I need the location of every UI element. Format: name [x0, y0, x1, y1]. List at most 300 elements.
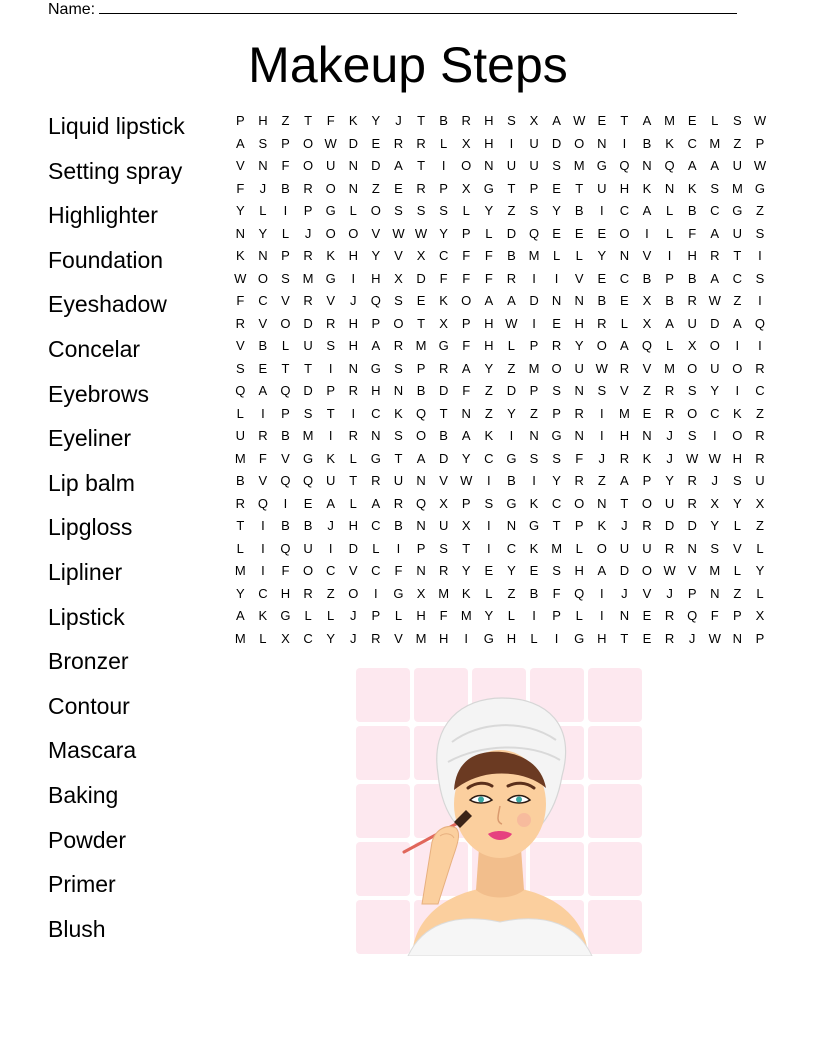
- grid-letter: M: [438, 585, 450, 601]
- grid-letter: Q: [528, 225, 540, 241]
- grid-letter: H: [574, 563, 584, 578]
- tile: [588, 668, 642, 722]
- grid-letter: G: [325, 270, 336, 286]
- grid-letter: E: [529, 563, 539, 578]
- grid-letter: X: [439, 495, 448, 511]
- grid-letter: I: [532, 608, 536, 623]
- grid-letter: I: [599, 585, 604, 601]
- grid-letter: R: [371, 473, 381, 488]
- grid-letter: E: [574, 225, 584, 241]
- grid-letter: R: [235, 495, 245, 511]
- grid-letter: S: [710, 540, 720, 556]
- grid-letter: W: [663, 563, 676, 578]
- tile: [588, 842, 642, 896]
- grid-letter: H: [348, 338, 358, 353]
- grid-letter: F: [439, 608, 448, 623]
- grid-letter: Y: [507, 563, 516, 578]
- tile: [588, 900, 642, 954]
- grid-letter: J: [327, 518, 334, 533]
- grid-letter: S: [326, 338, 335, 353]
- grid-letter: M: [460, 608, 472, 623]
- grid-letter: C: [732, 270, 743, 286]
- grid-letter: N: [574, 383, 584, 398]
- grid-letter: L: [440, 135, 448, 151]
- grid-letter: G: [551, 428, 562, 443]
- grid-letter: R: [438, 563, 449, 578]
- grid-letter: L: [327, 608, 335, 623]
- grid-letter: U: [755, 473, 765, 488]
- grid-letter: D: [710, 315, 720, 331]
- grid-letter: Y: [665, 473, 674, 488]
- grid-letter: K: [665, 135, 674, 151]
- grid-letter: N: [619, 248, 630, 263]
- grid-letter: I: [712, 428, 717, 443]
- grid-letter: I: [351, 270, 356, 286]
- grid-letter: Y: [710, 383, 720, 398]
- grid-letter: K: [529, 495, 539, 511]
- grid-row: [229, 449, 771, 472]
- grid-letter: F: [575, 450, 584, 466]
- grid-letter: S: [552, 383, 561, 398]
- grid-letter: C: [619, 270, 630, 286]
- grid-letter: A: [326, 495, 335, 511]
- grid-letter: S: [552, 563, 561, 578]
- grid-letter: Y: [597, 248, 607, 263]
- grid-letter: E: [620, 293, 629, 308]
- grid-row: [229, 471, 771, 494]
- grid-letter: Q: [280, 540, 291, 556]
- grid-letter: T: [439, 405, 448, 421]
- grid-letter: B: [529, 585, 539, 601]
- grid-letter: Y: [484, 203, 494, 218]
- grid-letter: V: [258, 473, 268, 488]
- grid-letter: M: [415, 630, 427, 646]
- grid-letter: W: [234, 270, 247, 286]
- grid-letter: Q: [235, 383, 246, 398]
- grid-letter: L: [349, 203, 357, 218]
- grid-letter: A: [665, 315, 674, 331]
- grid-letter: A: [642, 113, 652, 128]
- grid-letter: I: [509, 428, 514, 443]
- grid-letter: P: [552, 608, 561, 623]
- grid-letter: P: [529, 338, 539, 353]
- word-list-item: Foundation: [48, 246, 164, 273]
- grid-letter: O: [596, 338, 607, 353]
- grid-letter: W: [708, 630, 721, 646]
- grid-letter: U: [529, 158, 539, 173]
- word-list-item: Eyeliner: [48, 425, 132, 452]
- grid-letter: F: [236, 293, 245, 308]
- grid-letter: V: [574, 270, 584, 286]
- grid-letter: I: [283, 495, 288, 511]
- grid-letter: W: [595, 360, 608, 376]
- grid-letter: L: [236, 540, 244, 556]
- grid-letter: R: [258, 428, 268, 443]
- grid-letter: A: [710, 270, 720, 286]
- grid-letter: E: [394, 180, 403, 196]
- grid-letter: U: [710, 360, 720, 376]
- grid-letter: E: [597, 113, 607, 128]
- grid-letter: B: [574, 203, 584, 218]
- grid-letter: L: [462, 203, 470, 218]
- grid-letter: C: [484, 450, 494, 466]
- grid-letter: I: [758, 338, 762, 353]
- grid-letter: Q: [280, 473, 291, 488]
- grid-letter: R: [235, 315, 245, 331]
- grid-letter: T: [552, 518, 561, 533]
- grid-letter: G: [754, 180, 766, 196]
- grid-letter: S: [439, 203, 448, 218]
- grid-row: [229, 269, 771, 292]
- grid-letter: N: [619, 608, 630, 623]
- grid-letter: U: [303, 540, 313, 556]
- grid-letter: N: [348, 158, 358, 173]
- grid-letter: T: [462, 540, 471, 556]
- grid-letter: E: [371, 135, 381, 151]
- grid-letter: R: [687, 473, 697, 488]
- grid-letter: X: [461, 135, 471, 151]
- grid-letter: X: [710, 495, 720, 511]
- grid-letter: C: [303, 630, 313, 646]
- grid-letter: T: [575, 180, 584, 196]
- grid-letter: P: [461, 495, 471, 511]
- word-list-item: Eyeshadow: [48, 291, 167, 318]
- grid-letter: R: [687, 293, 697, 308]
- grid-row: [229, 134, 771, 157]
- grid-letter: L: [575, 540, 583, 556]
- grid-letter: O: [415, 428, 427, 443]
- grid-letter: E: [552, 315, 561, 331]
- grid-letter: A: [371, 338, 381, 353]
- grid-letter: H: [258, 113, 268, 128]
- grid-letter: Y: [552, 203, 561, 218]
- tile: [356, 668, 410, 722]
- grid-letter: P: [235, 113, 245, 128]
- grid-row: [229, 584, 771, 607]
- grid-letter: L: [507, 338, 516, 353]
- grid-letter: K: [235, 248, 245, 263]
- grid-letter: I: [261, 540, 265, 556]
- grid-letter: H: [348, 248, 358, 263]
- grid-letter: G: [280, 608, 291, 623]
- grid-letter: K: [642, 180, 652, 196]
- grid-letter: N: [597, 135, 607, 151]
- grid-letter: L: [665, 203, 674, 218]
- grid-letter: S: [394, 203, 403, 218]
- word-list-item: Primer: [48, 871, 116, 898]
- grid-letter: J: [350, 608, 357, 623]
- grid-letter: I: [622, 135, 627, 151]
- grid-row: [229, 516, 771, 539]
- grid-letter: R: [371, 630, 381, 646]
- grid-letter: Y: [461, 450, 471, 466]
- grid-letter: L: [756, 540, 764, 556]
- grid-letter: L: [394, 608, 403, 623]
- grid-row: [229, 381, 771, 404]
- grid-letter: N: [484, 158, 494, 173]
- grid-letter: X: [394, 270, 403, 286]
- grid-row: [229, 179, 771, 202]
- grid-letter: Y: [710, 518, 720, 533]
- grid-letter: U: [597, 180, 607, 196]
- grid-letter: Z: [755, 518, 764, 533]
- grid-letter: D: [348, 135, 358, 151]
- grid-letter: I: [667, 248, 672, 263]
- grid-letter: N: [258, 248, 268, 263]
- grid-letter: F: [394, 563, 403, 578]
- grid-letter: D: [619, 563, 630, 578]
- grid-letter: B: [507, 473, 516, 488]
- grid-letter: R: [348, 428, 358, 443]
- grid-letter: I: [599, 405, 604, 421]
- grid-letter: F: [484, 270, 493, 286]
- grid-letter: I: [532, 473, 536, 488]
- grid-letter: X: [529, 113, 539, 128]
- grid-letter: F: [462, 383, 471, 398]
- grid-letter: N: [235, 225, 245, 241]
- grid-letter: M: [234, 450, 246, 466]
- grid-letter: F: [439, 270, 448, 286]
- grid-letter: J: [621, 585, 628, 601]
- grid-letter: O: [303, 158, 314, 173]
- grid-letter: R: [393, 495, 404, 511]
- grid-letter: S: [552, 450, 561, 466]
- grid-letter: S: [394, 293, 403, 308]
- word-search-grid: [229, 111, 771, 651]
- grid-row: [229, 224, 771, 247]
- grid-letter: X: [642, 315, 652, 331]
- grid-letter: B: [258, 338, 268, 353]
- grid-letter: I: [554, 630, 559, 646]
- grid-letter: V: [642, 585, 652, 601]
- grid-letter: Q: [641, 338, 653, 353]
- grid-letter: J: [598, 450, 606, 466]
- grid-letter: J: [350, 630, 357, 646]
- grid-letter: I: [396, 540, 401, 556]
- grid-letter: U: [325, 473, 336, 488]
- grid-letter: H: [348, 518, 358, 533]
- grid-letter: B: [687, 270, 697, 286]
- grid-letter: R: [755, 360, 765, 376]
- grid-letter: S: [281, 270, 290, 286]
- grid-letter: X: [461, 180, 471, 196]
- grid-letter: Q: [754, 315, 766, 331]
- grid-letter: Q: [280, 383, 291, 398]
- grid-letter: O: [393, 315, 404, 331]
- grid-letter: B: [642, 270, 652, 286]
- word-list-item: Lipstick: [48, 603, 125, 630]
- grid-letter: M: [302, 270, 314, 286]
- grid-letter: E: [642, 405, 652, 421]
- grid-letter: K: [348, 113, 358, 128]
- grid-letter: Y: [552, 473, 561, 488]
- grid-letter: I: [441, 158, 446, 173]
- grid-letter: D: [664, 518, 675, 533]
- grid-letter: P: [529, 180, 539, 196]
- grid-letter: I: [554, 270, 559, 286]
- grid-letter: Q: [257, 495, 268, 511]
- grid-letter: T: [620, 113, 629, 128]
- grid-letter: B: [394, 518, 403, 533]
- grid-letter: R: [619, 450, 630, 466]
- grid-letter: N: [687, 540, 697, 556]
- name-underline: [99, 0, 737, 14]
- grid-letter: O: [303, 563, 314, 578]
- grid-letter: O: [596, 540, 607, 556]
- grid-letter: X: [461, 518, 471, 533]
- grid-letter: Y: [371, 248, 381, 263]
- word-list-item: Mascara: [48, 737, 137, 764]
- grid-letter: X: [439, 315, 448, 331]
- grid-letter: L: [281, 338, 290, 353]
- grid-letter: K: [394, 405, 403, 421]
- grid-letter: D: [348, 540, 358, 556]
- grid-letter: W: [708, 450, 721, 466]
- grid-letter: Y: [258, 225, 268, 241]
- grid-letter: E: [642, 608, 652, 623]
- grid-letter: E: [303, 495, 313, 511]
- grid-letter: P: [733, 608, 742, 623]
- grid-letter: P: [281, 135, 290, 151]
- word-list-item: Highlighter: [48, 202, 158, 229]
- grid-letter: I: [735, 383, 740, 398]
- grid-letter: S: [755, 225, 765, 241]
- grid-letter: Z: [755, 203, 764, 218]
- grid-letter: G: [393, 585, 404, 601]
- grid-letter: D: [687, 518, 697, 533]
- grid-letter: U: [325, 158, 336, 173]
- grid-letter: L: [349, 495, 357, 511]
- grid-letter: F: [462, 248, 471, 263]
- grid-letter: H: [619, 428, 630, 443]
- grid-letter: R: [755, 450, 765, 466]
- grid-letter: N: [258, 158, 268, 173]
- grid-letter: Z: [507, 360, 516, 376]
- grid-letter: V: [394, 630, 403, 646]
- grid-letter: H: [371, 270, 381, 286]
- grid-letter: T: [417, 158, 426, 173]
- grid-letter: M: [618, 405, 630, 421]
- grid-letter: R: [755, 428, 765, 443]
- grid-letter: Z: [733, 585, 742, 601]
- grid-letter: C: [371, 405, 381, 421]
- grid-letter: I: [509, 135, 514, 151]
- grid-letter: H: [506, 630, 517, 646]
- grid-letter: P: [326, 383, 335, 398]
- word-list-item: Liquid lipstick: [48, 113, 185, 139]
- grid-letter: S: [394, 428, 403, 443]
- grid-letter: S: [484, 495, 494, 511]
- grid-letter: B: [281, 428, 290, 443]
- grid-letter: I: [261, 518, 265, 533]
- grid-letter: G: [438, 338, 449, 353]
- grid-letter: Y: [371, 113, 381, 128]
- grid-letter: S: [687, 428, 697, 443]
- grid-letter: G: [370, 360, 381, 376]
- grid-letter: O: [348, 585, 359, 601]
- grid-letter: I: [758, 293, 762, 308]
- grid-letter: V: [235, 338, 245, 353]
- grid-letter: T: [304, 360, 313, 376]
- grid-letter: A: [371, 495, 381, 511]
- grid-letter: U: [732, 225, 743, 241]
- grid-letter: U: [393, 473, 404, 488]
- grid-letter: L: [304, 608, 312, 623]
- grid-letter: I: [599, 608, 604, 623]
- grid-row: [229, 156, 771, 179]
- grid-letter: W: [460, 473, 473, 488]
- grid-letter: U: [235, 428, 245, 443]
- grid-letter: X: [687, 338, 697, 353]
- grid-letter: P: [529, 383, 539, 398]
- grid-letter: H: [280, 585, 291, 601]
- grid-letter: J: [666, 450, 673, 466]
- grid-letter: E: [597, 225, 607, 241]
- grid-letter: O: [551, 360, 562, 376]
- grid-row: [229, 246, 771, 269]
- grid-letter: Q: [664, 158, 675, 173]
- grid-letter: N: [574, 428, 584, 443]
- grid-letter: V: [642, 360, 652, 376]
- grid-letter: O: [732, 428, 743, 443]
- grid-letter: M: [234, 563, 246, 578]
- grid-letter: R: [416, 180, 426, 196]
- grid-letter: R: [664, 630, 675, 646]
- grid-letter: Z: [484, 405, 493, 421]
- grid-letter: C: [710, 203, 720, 218]
- grid-letter: O: [370, 203, 381, 218]
- grid-letter: I: [645, 225, 649, 241]
- grid-letter: R: [348, 383, 358, 398]
- grid-letter: W: [324, 135, 337, 151]
- grid-row: [229, 291, 771, 314]
- grid-letter: P: [371, 315, 381, 331]
- grid-letter: N: [551, 293, 562, 308]
- grid-letter: R: [687, 495, 697, 511]
- grid-letter: E: [642, 630, 652, 646]
- grid-letter: U: [642, 540, 652, 556]
- grid-letter: Y: [733, 495, 742, 511]
- grid-letter: T: [394, 450, 403, 466]
- grid-letter: R: [574, 473, 584, 488]
- grid-row: [229, 561, 771, 584]
- grid-letter: A: [687, 158, 697, 173]
- grid-letter: L: [665, 338, 674, 353]
- grid-letter: Z: [371, 180, 380, 196]
- grid-letter: X: [755, 608, 765, 623]
- grid-letter: N: [664, 180, 675, 196]
- grid-letter: I: [758, 248, 762, 263]
- tile: [356, 726, 410, 780]
- grid-letter: R: [710, 248, 720, 263]
- grid-letter: D: [529, 293, 539, 308]
- grid-letter: T: [417, 113, 426, 128]
- grid-letter: X: [755, 495, 765, 511]
- grid-letter: V: [281, 293, 290, 308]
- grid-letter: R: [619, 360, 630, 376]
- grid-letter: A: [416, 450, 426, 466]
- grid-letter: Z: [484, 383, 493, 398]
- grid-letter: J: [666, 428, 673, 443]
- grid-letter: R: [461, 113, 471, 128]
- word-list-item: Powder: [48, 826, 126, 853]
- grid-letter: L: [756, 585, 764, 601]
- grid-letter: K: [258, 608, 268, 623]
- grid-letter: Q: [619, 158, 630, 173]
- grid-letter: U: [438, 518, 449, 533]
- grid-letter: S: [687, 383, 697, 398]
- grid-letter: A: [710, 225, 720, 241]
